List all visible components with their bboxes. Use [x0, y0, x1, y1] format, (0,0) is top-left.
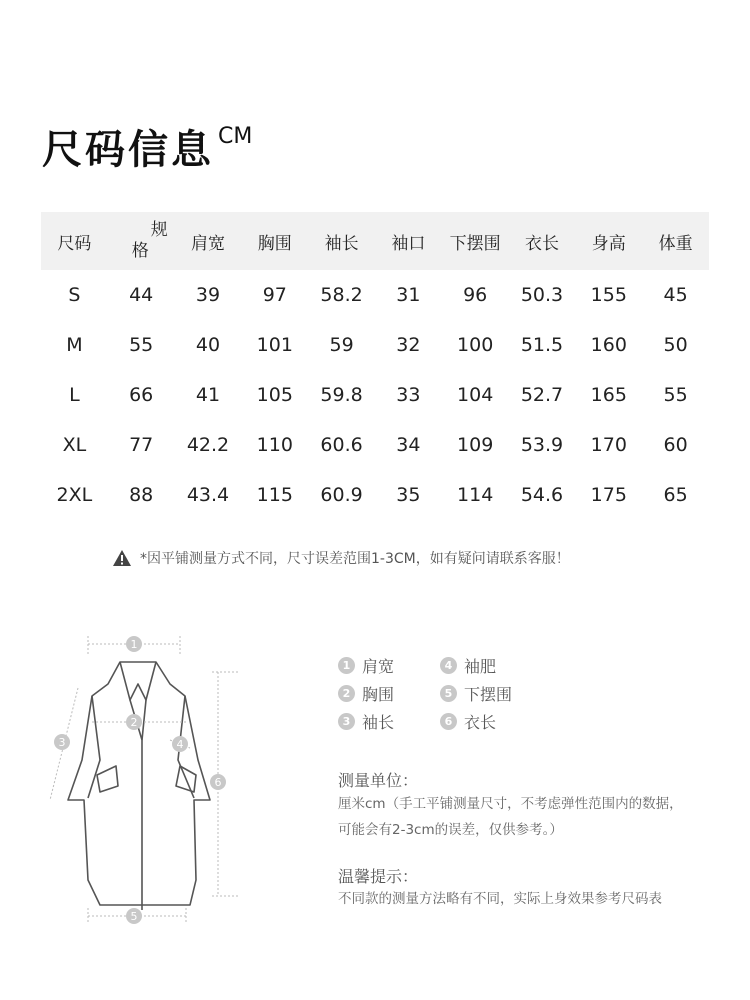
- table-cell: 45: [663, 284, 688, 306]
- table-cell: 60.6: [320, 434, 363, 456]
- table-cell: 109: [457, 434, 494, 456]
- marker-6-label: 6: [214, 776, 222, 789]
- table-cell: M: [66, 334, 83, 356]
- legend-num: 2: [338, 685, 355, 702]
- table-cell: S: [68, 284, 81, 306]
- legend-item: [440, 682, 512, 705]
- header-spec-line: 格: [131, 241, 149, 261]
- table-cell: 58.2: [320, 284, 363, 306]
- table-cell: 165: [590, 384, 627, 406]
- header-spec: [108, 212, 175, 270]
- table-cell: 175: [590, 484, 627, 506]
- marker-2-label: 2: [130, 716, 138, 729]
- table-cell: 114: [457, 484, 494, 506]
- coat-outline: [68, 662, 210, 910]
- table-cell: 33: [396, 384, 421, 406]
- table-cell: 55: [129, 334, 154, 356]
- legend-num: 3: [338, 713, 355, 730]
- legend-label: 肩宽: [362, 657, 395, 676]
- legend-num: 1: [338, 657, 355, 674]
- measure-unit-line: 厘米cm（手工平铺测量尺寸，不考虑弹性范围内的数据，: [338, 796, 683, 812]
- marker-5-label: 5: [130, 910, 138, 923]
- table-cell: XL: [62, 434, 87, 456]
- table-cell: 55: [663, 384, 688, 406]
- table-row: [41, 320, 709, 370]
- table-header-row: [41, 212, 709, 270]
- marker-3-label: 3: [58, 736, 66, 749]
- legend-item: [338, 710, 394, 733]
- dimension-lines: [50, 636, 238, 924]
- table-row: [41, 420, 709, 470]
- measurement-note: [112, 546, 570, 570]
- table-cell: 51.5: [520, 334, 564, 356]
- table-cell: 160: [590, 334, 627, 356]
- table-row: [41, 370, 709, 420]
- legend-label: 衣长: [464, 713, 497, 732]
- table-cell: 35: [396, 484, 421, 506]
- legend-num: 4: [440, 657, 457, 674]
- table-cell: 65: [663, 484, 688, 506]
- header-size: 尺码: [41, 212, 108, 270]
- table-cell: 60: [663, 434, 688, 456]
- header-hem: 下摆围: [442, 212, 509, 270]
- table-cell: 53.9: [520, 434, 564, 456]
- table-cell: 97: [262, 284, 287, 306]
- legend-label: 胸围: [362, 685, 395, 704]
- measure-unit-line: 可能会有2-3cm的误差，仅供参考。）: [338, 822, 563, 838]
- header-weight: 体重: [642, 212, 709, 270]
- table-cell: 40: [195, 334, 221, 356]
- dimension-markers: [54, 636, 226, 924]
- table-cell: 42.2: [186, 434, 230, 456]
- table-cell: 66: [129, 384, 154, 406]
- title-unit: CM: [218, 124, 253, 149]
- legend-num: 6: [440, 713, 457, 730]
- table-cell: 88: [129, 484, 154, 506]
- table-cell: 115: [256, 484, 293, 506]
- page-title: [42, 118, 252, 175]
- table-cell: 34: [396, 434, 421, 456]
- table-cell: 43.4: [186, 484, 230, 506]
- table-cell: 50: [663, 334, 688, 356]
- header-shoulder: 肩宽: [175, 212, 242, 270]
- table-cell: 50.3: [520, 284, 564, 306]
- header-spec-line: 规: [150, 220, 168, 240]
- legend-label: 袖肥: [464, 657, 497, 676]
- table-cell: 60.9: [320, 484, 363, 506]
- table-cell: 155: [590, 284, 627, 306]
- legend-item: [440, 654, 496, 677]
- header-height: 身高: [575, 212, 642, 270]
- header-sleeve-length: 袖长: [308, 212, 375, 270]
- table-cell: 59: [329, 334, 354, 356]
- measure-unit-text: [338, 791, 728, 843]
- table-row: [41, 270, 709, 320]
- legend-item: [440, 710, 496, 733]
- coat-diagram: [30, 610, 250, 940]
- table-cell: 104: [457, 384, 494, 406]
- table-cell: 54.6: [520, 484, 564, 506]
- measure-unit-title: 测量单位：: [338, 771, 419, 790]
- table-cell: 41: [195, 384, 221, 406]
- legend-num: 5: [440, 685, 457, 702]
- table-cell: L: [69, 384, 80, 406]
- tips-text: 不同款的测量方法略有不同，实际上身效果参考尺码表: [338, 891, 662, 907]
- size-table: [41, 212, 709, 520]
- marker-4-label: 4: [176, 738, 184, 751]
- legend-label: 下摆围: [464, 685, 513, 704]
- table-cell: 96: [463, 284, 488, 306]
- header-cuff: 袖口: [375, 212, 442, 270]
- table-cell: 39: [195, 284, 221, 306]
- warning-icon: [112, 549, 132, 567]
- tips-title: 温馨提示：: [338, 867, 419, 886]
- table-cell: 31: [396, 284, 421, 306]
- table-cell: 105: [256, 384, 293, 406]
- table-cell: 110: [256, 434, 293, 456]
- table-cell: 44: [129, 284, 154, 306]
- legend-label: 袖长: [362, 713, 395, 732]
- table-cell: 52.7: [520, 384, 564, 406]
- table-cell: 59.8: [320, 384, 363, 406]
- table-cell: 170: [590, 434, 627, 456]
- header-chest: 胸围: [241, 212, 308, 270]
- table-cell: 2XL: [56, 484, 93, 506]
- legend-item: [338, 682, 394, 705]
- table-cell: 100: [457, 334, 494, 356]
- table-row: [41, 470, 709, 520]
- table-cell: 32: [396, 334, 421, 356]
- note-text: *因平铺测量方式不同，尺寸误差范围1-3CM，如有疑问请联系客服！: [140, 551, 570, 567]
- legend-item: [338, 654, 394, 677]
- marker-1-label: 1: [130, 638, 138, 651]
- title-text: 尺码信息: [42, 127, 214, 173]
- header-length: 衣长: [509, 212, 576, 270]
- table-cell: 101: [256, 334, 293, 356]
- table-cell: 77: [129, 434, 154, 456]
